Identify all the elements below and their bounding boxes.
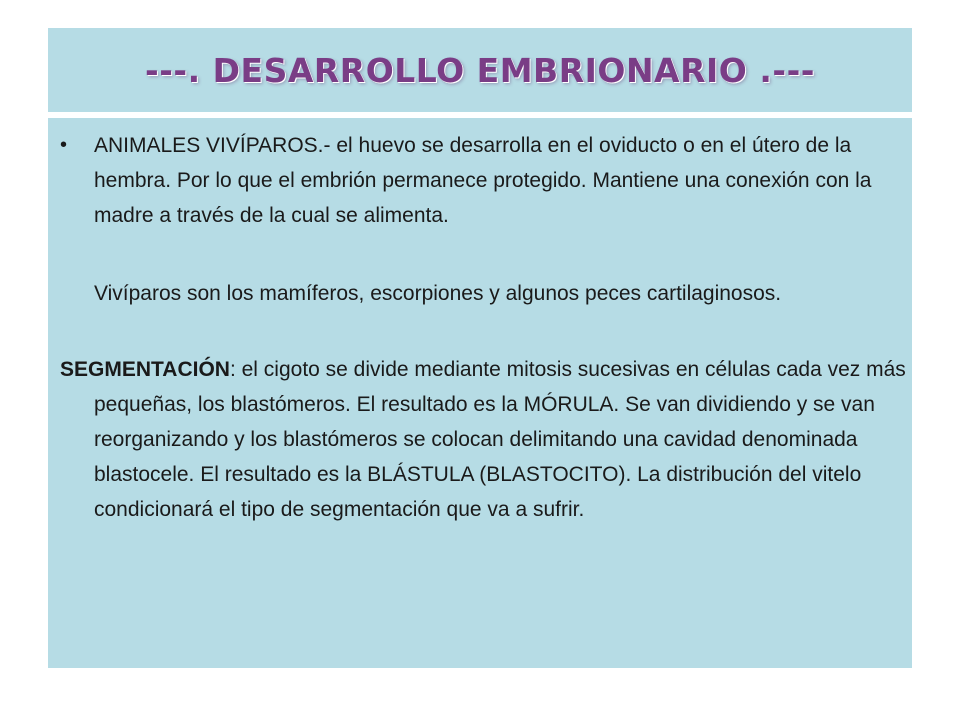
bullet-marker: • [60,134,68,156]
content-panel [48,118,912,668]
segmentacion-paragraph [60,352,930,527]
bullet-lead: ANIMALES VIVÍPAROS.- [94,134,331,157]
bullet-text: el huevo se desarrolla en el oviducto o en el útero de la hembra. Por lo que el embrión permanece protegido. Mantiene una conexión con la madre a través de la cual se alimenta. [94,134,872,227]
segmentacion-term: SEGMENTACIÓN [60,358,230,381]
viviparos-examples-paragraph: Vivíparos son los mamíferos, escorpiones y algunos peces cartilaginosos. [94,282,782,305]
title-panel [48,28,912,112]
bullet-paragraph-viviparos [48,128,894,233]
slide-title: ---. DESARROLLO EMBRIONARIO .--- [145,50,815,90]
segmentacion-text: : el cigoto se divide mediante mitosis sucesivas en células cada vez más pequeñas, los blastómeros. El resultado es la MÓRULA. Se van dividiendo y se van reorganizando y los blastómeros se colocan delimitando una cavidad denominada blastocele. El resultado es la BLÁSTULA (BLASTOCITO). La distribución del vitelo condicionará el tipo de segmentación que va a sufrir. [94,358,906,521]
